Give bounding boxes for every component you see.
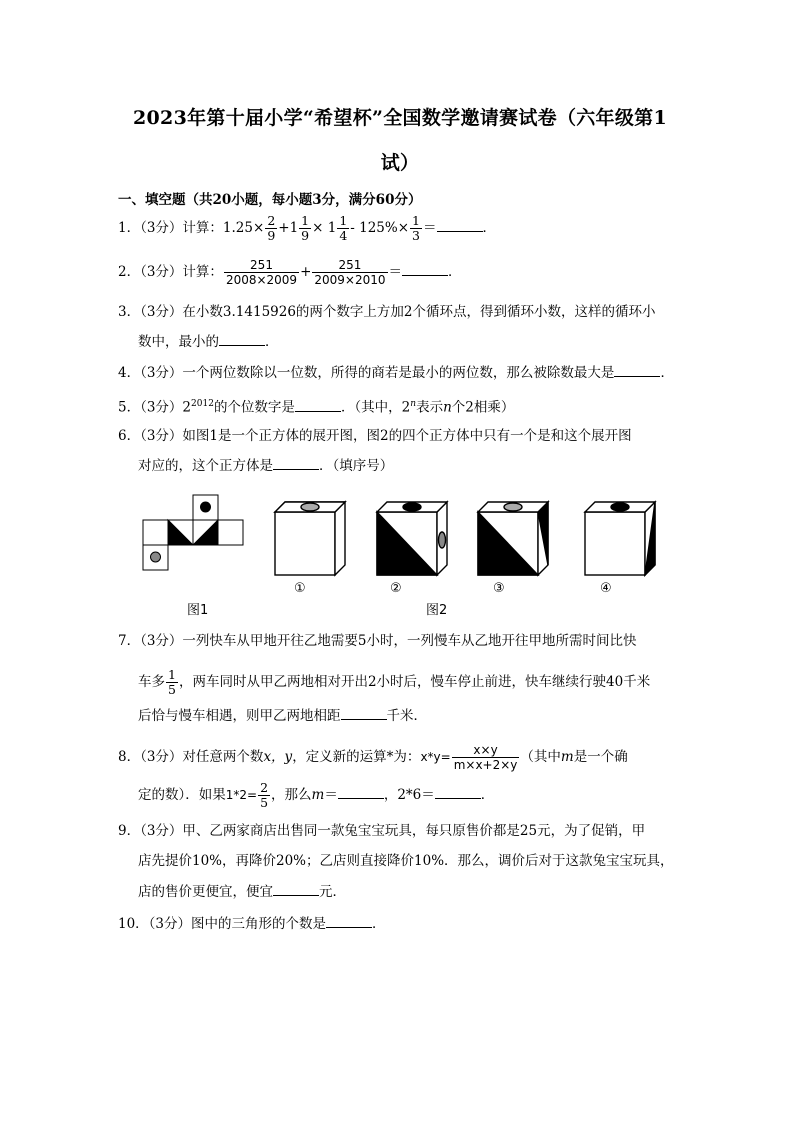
answer-blank-6[interactable] <box>273 457 319 470</box>
question-8: 8．（3分）对任意两个数x，y，定义新的运算*为：x*y= $\frac{x\times y}{m\times x+2\times y}$ （其中m是一个确 <box>118 743 628 772</box>
question-6-cont: 对应的，这个正方体是 ．（填序号） <box>138 458 394 474</box>
cube-figure <box>140 490 680 620</box>
question-5: 5．（3分）$2^{2012}$的个位数字是 ．（其中，2$^n$表示n个2相乘） <box>118 399 515 416</box>
question-8-cont: 定的数）．如果1*2= $\frac{2}{5}$ ，那么m＝ ，2*6＝ ． <box>138 780 495 810</box>
answer-blank-5[interactable] <box>295 399 341 412</box>
cube-net <box>143 495 243 570</box>
question-9: 9．（3分）甲、乙两家商店出售同一款兔宝宝玩具，每只原售价都是25元，为了促销，甲 <box>118 823 646 839</box>
figure-1-caption: 图1 <box>187 603 209 618</box>
option-label-2: ② <box>390 581 402 596</box>
answer-blank-9b[interactable] <box>273 883 319 896</box>
page-title-cont: 试） <box>380 152 420 174</box>
question-7: 7．（3分）一列快车从甲地开往乙地需要5小时，一列慢车从乙地开往甲地所需时间比快 <box>118 633 637 649</box>
question-3: 3．（3分）在小数3.1415926的两个数字上方加2个循环点，得到循环小数，这样的循环小 <box>118 304 656 320</box>
answer-blank-4[interactable] <box>614 364 660 377</box>
question-4: 4．（3分）一个两位数除以一位数，所得的商若是最小的两位数，那么被除数最大是 ． <box>118 365 674 381</box>
answer-blank-10[interactable] <box>326 915 372 928</box>
option-label-3: ③ <box>493 581 505 596</box>
answer-blank-3[interactable] <box>219 333 265 346</box>
answer-blank-7[interactable] <box>341 707 387 720</box>
page-title: 2023年第十届小学“希望杯”全国数学邀请赛试卷（六年级第1 <box>133 107 667 129</box>
question-9-cont: 店先提价10%，再降价20%；乙店则直接降价10%．那么，调价后对于这款兔宝宝玩具， <box>138 853 674 869</box>
option-label-4: ④ <box>600 581 612 596</box>
cube-option-1 <box>275 502 345 575</box>
cube-option-2 <box>377 502 447 575</box>
option-label-1: ① <box>294 581 306 596</box>
question-6: 6．（3分）如图1是一个正方体的展开图，图2的四个正方体中只有一个是和这个展开图 <box>118 428 632 444</box>
question-10: 10．（3分）图中的三角形的个数是 ． <box>118 916 386 932</box>
question-1: 1．（3分）计算：1.25× $\frac{2}{9}$ +1 $\frac{1}{9}$ × 1 $\frac{1}{4}$ - 125%× $\frac{1}{3}$ ＝ ． <box>118 213 496 243</box>
question-9-cont-2: 店的售价更便宜，便宜 元． <box>138 884 346 900</box>
question-7-cont-2: 后恰与慢车相遇，则甲乙两地相距 千米． <box>138 708 427 724</box>
question-7-cont: 车多 $\frac{1}{5}$ ，两车同时从甲乙两地相对开出2小时后，慢车停止前进，快车继续行驶40千米 <box>138 667 651 697</box>
question-3-cont: 数中，最小的 ． <box>138 334 279 350</box>
answer-blank-1[interactable] <box>437 219 483 232</box>
figure-2-caption: 图2 <box>426 603 448 618</box>
answer-blank-8a[interactable] <box>338 786 384 799</box>
cube-option-3 <box>478 502 548 575</box>
question-2: 2．（3分）计算： $\frac{251}{2008\times 2009}$ + $\frac{251}{2009\times 2010}$ ＝ ． <box>118 258 462 287</box>
cube-option-4 <box>585 502 655 575</box>
answer-blank-2[interactable] <box>402 263 448 276</box>
section-heading: 一、填空题（共20小题，每小题3分，满分60分） <box>118 192 422 208</box>
answer-blank-8b[interactable] <box>435 786 481 799</box>
